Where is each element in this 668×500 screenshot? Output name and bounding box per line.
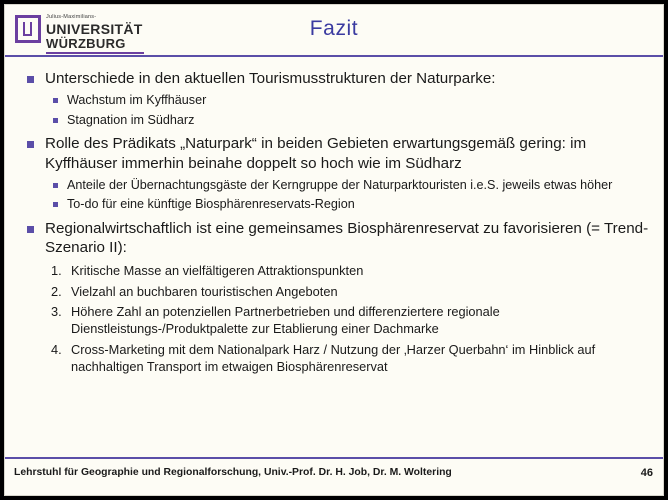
footer-text: Lehrstuhl für Geographie und Regionalforschung, Univ.-Prof. Dr. H. Job, Dr. M. Woltering	[14, 467, 452, 478]
slide-header	[5, 5, 663, 57]
list-item	[45, 92, 649, 108]
bullet-text: Unterschiede in den aktuellen Tourismusstrukturen der Naturparke:	[45, 70, 496, 87]
slide-body	[5, 57, 663, 457]
slide	[4, 4, 664, 496]
list-item	[45, 196, 649, 212]
numbered-item-text: Vielzahl an buchbaren touristischen Angeboten	[71, 283, 338, 299]
square-bullet-icon	[53, 183, 58, 188]
list-number: 3.	[51, 304, 62, 320]
numbered-item-text: Cross-Marketing mit dem Nationalpark Harz / Nutzung der ‚Harzer Querbahn‘ im Hinblick auf nachhaltigen Transport im etwaigen Biosphärenreservat	[71, 342, 596, 375]
numbered-item-text: Höhere Zahl an potenziellen Partnerbetrieben und differenziertere regionale Dienstleistungs-/Produktpalette zur Etablierung einer Dachmarke	[71, 304, 500, 337]
square-bullet-icon	[27, 226, 34, 233]
numbered-item-text: Kritische Masse an vielfältigeren Attraktionspunkten	[71, 262, 364, 278]
square-bullet-icon	[27, 141, 34, 148]
logo-line-2: WÜRZBURG	[46, 36, 126, 51]
page-title: Fazit	[309, 17, 359, 40]
list-item	[45, 304, 649, 338]
sub-bullet-list	[45, 177, 649, 213]
page-number: 46	[640, 467, 653, 479]
square-bullet-icon	[27, 76, 34, 83]
list-item	[19, 134, 649, 213]
list-number: 2.	[51, 283, 62, 299]
slide-footer	[5, 457, 663, 495]
list-number: 1.	[51, 262, 62, 278]
list-item	[45, 112, 649, 128]
logo-underline	[46, 52, 144, 54]
list-item	[45, 284, 649, 301]
sub-bullet-list	[45, 92, 649, 128]
sub-bullet-text: To-do für eine künftige Biosphärenreservats-Region	[67, 197, 355, 212]
square-bullet-icon	[53, 98, 58, 103]
logo-line-1: UNIVERSITÄT	[46, 21, 143, 37]
bullet-list	[19, 69, 649, 376]
list-item	[19, 69, 649, 128]
sub-bullet-text: Stagnation im Südharz	[67, 112, 195, 127]
square-bullet-icon	[53, 118, 58, 123]
list-item	[45, 342, 649, 376]
square-bullet-icon	[53, 202, 58, 207]
list-item	[45, 177, 649, 193]
sub-bullet-text: Anteile der Übernachtungsgäste der Kerngruppe der Naturparktouristen i.e.S. jeweils etwas höher	[67, 178, 613, 193]
list-item	[19, 219, 649, 376]
list-item	[45, 263, 649, 280]
list-number: 4.	[51, 342, 62, 358]
sub-bullet-text: Wachstum im Kyffhäuser	[67, 93, 207, 108]
bullet-text: Rolle des Prädikats „Naturpark“ in beiden Gebieten erwartungsgemäß gering: im Kyffhäuser immerhin beinahe doppelt so hoch wie im Südharz	[45, 135, 587, 172]
logo-top-line: Julius-Maximilians-	[46, 14, 97, 20]
bullet-text: Regionalwirtschaftlich ist eine gemeinsames Biosphärenreservat zu favorisieren (= Trend-Szenario II):	[45, 219, 649, 257]
numbered-list	[45, 263, 649, 376]
